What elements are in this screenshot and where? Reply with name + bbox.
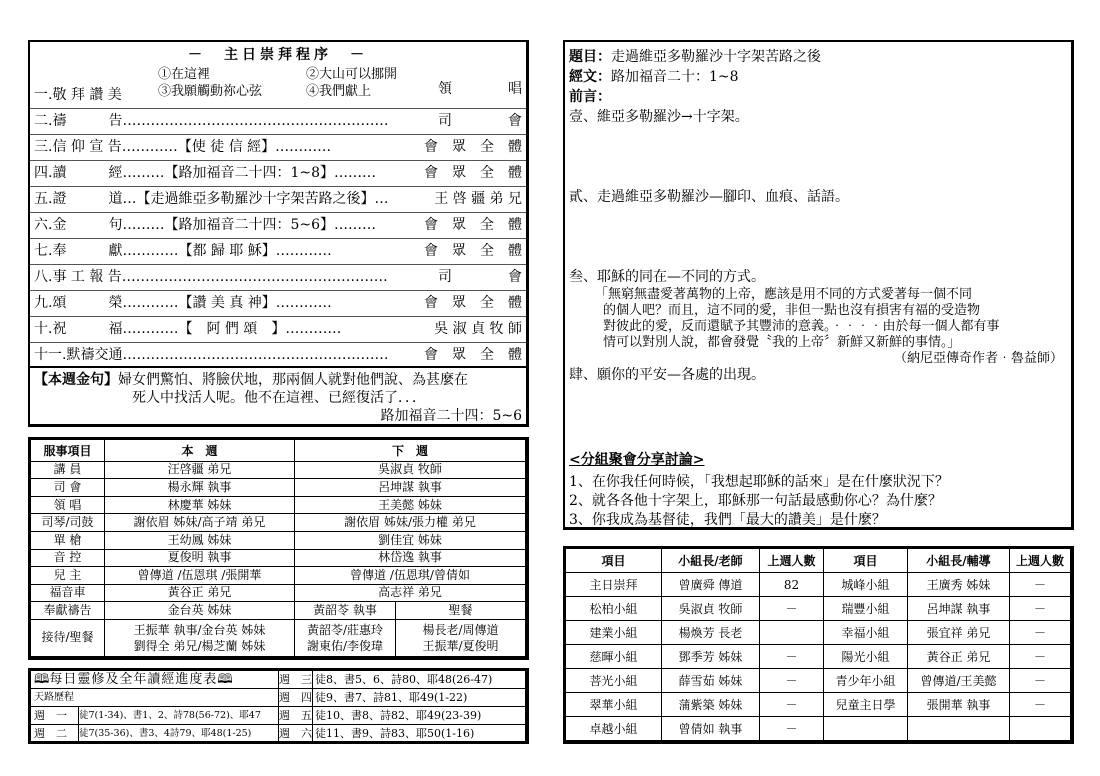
group-name: 青少年小組 — [824, 669, 908, 693]
table-row — [31, 479, 526, 497]
sermon-point-4: 肆、願你的平安—各處的出現。 — [569, 367, 765, 383]
topic-label: 題目： — [569, 49, 611, 65]
program-row-7-right: 會 眾 全 體 — [424, 243, 522, 259]
group-count: － — [760, 717, 824, 741]
group-leader: 鄧季芳 姊妹 — [662, 645, 760, 669]
group-count: － — [1010, 573, 1071, 597]
staff-this-week: 曾傳道 /伍恩琪 /張開華 — [105, 567, 295, 585]
sermon-point-2: 貳、走過維亞多勒羅沙—腳印、血痕、話語。 — [569, 189, 849, 205]
staff-next-week: 呂坤謀 執事 — [295, 479, 526, 497]
group-name: 卓越小組 — [566, 717, 662, 741]
group-leader: 薛雪茹 姊妹 — [662, 669, 760, 693]
group-count: － — [760, 693, 824, 717]
daily-title: 每日靈修及全年讀經進度表 — [49, 671, 218, 687]
program-title: － 主日崇拜程序 － — [188, 47, 368, 63]
staff-next-week: 曾傳道 /伍恩琪/曾倩如 — [295, 567, 526, 585]
staff-role: 福音車 — [31, 584, 105, 602]
song-option-3: ③我願觸動祢心弦 — [158, 84, 263, 99]
reception-this-week-1: 王振華 執事/金台英 姊妹 — [133, 622, 266, 637]
reception-next-a-2: 謝東佑/李俊瑋 — [306, 638, 384, 653]
staff-next-week: 劉佳宜 姊妹 — [295, 531, 526, 549]
verse-line-1 — [34, 369, 468, 389]
group-leader: 張開華 執事 — [908, 693, 1010, 717]
group-name — [824, 717, 908, 741]
staff-this-week — [105, 619, 295, 656]
staff-role: 單 槍 — [31, 531, 105, 549]
verse-text-2: 死人中找活人呢。他不在這裡、已經復活了．．． — [132, 390, 426, 406]
program-row-11-right: 會 眾 全 體 — [424, 347, 522, 363]
program-row-2-right: 司 會 — [438, 113, 522, 129]
staff-this-week: 謝依眉 姊妹/高子靖 弟兄 — [105, 514, 295, 532]
groups-header-row — [566, 549, 1071, 573]
staff-role: 兒 主 — [31, 567, 105, 585]
daily-reading: 徒8、書5、6、詩80、耶48(26-47) — [313, 671, 526, 689]
topic-text: 走過維亞多勒羅沙十字架苦路之後 — [611, 49, 821, 65]
daily-day: 週 一 — [31, 707, 79, 725]
sermon-topic — [569, 46, 821, 66]
program-row-1-right: 領 唱 — [438, 81, 522, 97]
group-leader: 曾倩如 執事 — [662, 717, 760, 741]
groups-header-leader: 小組長/輔導 — [908, 549, 1010, 573]
groups-header-count: 上週人數 — [1010, 549, 1071, 573]
table-row — [31, 514, 526, 532]
staff-next-week: 林岱逸 執事 — [295, 549, 526, 567]
group-count: － — [1010, 645, 1071, 669]
groups-box — [563, 546, 1074, 744]
program-row-10-left: 十.祝 福…………【 阿 們 頌 】………… — [34, 321, 342, 337]
quote-source: （納尼亞傳奇作者‧魯益師） — [893, 351, 1063, 366]
daily-reading: 徒9、書7、詩81、耶49(1-22) — [313, 689, 526, 707]
table-row — [566, 645, 1071, 669]
table-row — [566, 669, 1071, 693]
program-row-1-left: 一.敬 拜 讚 美 — [34, 87, 122, 103]
group-leader: 黃谷正 弟兄 — [908, 645, 1010, 669]
sermon-point-3: 叁、耶穌的同在—不同的方式。 — [569, 269, 765, 285]
daily-reading: 徒11、書9、詩83、耶50(1-16) — [313, 725, 526, 743]
staff-header-this-week: 本 週 — [105, 440, 295, 462]
scripture-label: 經文： — [569, 69, 611, 85]
group-count: － — [1010, 669, 1071, 693]
staff-next-week-a: 黃韶苓 執事 — [295, 602, 396, 620]
daily-day: 週 六 — [279, 725, 313, 743]
groups-table — [565, 548, 1071, 741]
table-row — [566, 597, 1071, 621]
group-count: 82 — [760, 573, 824, 597]
group-count: － — [1010, 693, 1071, 717]
program-row-7-left: 七.奉 獻…………【都 歸 耶 穌】………… — [34, 243, 332, 259]
staff-role: 音 控 — [31, 549, 105, 567]
table-row — [31, 461, 526, 479]
staff-next-week-b: 聖餐 — [396, 602, 526, 620]
table-row — [31, 549, 526, 567]
program-row-11 — [34, 342, 522, 368]
staff-next-week: 吳淑貞 牧師 — [295, 461, 526, 479]
daily-reading: 徒10、書8、詩82、耶49(23-39) — [313, 707, 526, 725]
discussion-question-1: 1、在你我任何時候，「我想起耶穌的話來」是在什麼狀況下？ — [569, 474, 949, 490]
group-leader: 曾傳道/王美懿 — [908, 669, 1010, 693]
program-row-6-left: 六.金 句………【路加福音二十四：5~6】……… — [34, 217, 376, 233]
program-row-5-left: 五.證 道…【走過維亞多勒羅沙十字架苦路之後】… — [34, 191, 389, 207]
staff-role: 講 員 — [31, 461, 105, 479]
scripture-text: 路加福音二十：1~8 — [611, 69, 739, 85]
group-leader: 呂坤謀 執事 — [908, 597, 1010, 621]
staff-this-week: 金台英 姊妹 — [105, 602, 295, 620]
group-name: 松柏小組 — [566, 597, 662, 621]
staff-role: 接待/聖餐 — [31, 619, 105, 656]
program-row-3 — [34, 134, 522, 160]
staff-role: 司琴/司鼓 — [31, 514, 105, 532]
program-row-8-left: 八.事 工 報 告………………………………………………… — [34, 269, 388, 285]
group-name: 幸福小組 — [824, 621, 908, 645]
table-row — [31, 567, 526, 585]
program-row-6-right: 會 眾 全 體 — [424, 217, 522, 233]
staff-this-week: 夏俊明 執事 — [105, 549, 295, 567]
quote-line-1: 「無窮無盡愛著萬物的上帝，應該是用不同的方式愛著每一個不同 — [595, 287, 973, 302]
table-row — [31, 496, 526, 514]
group-name: 城峰小組 — [824, 573, 908, 597]
program-row-8 — [34, 264, 522, 290]
group-leader — [908, 717, 1010, 741]
table-row — [566, 693, 1071, 717]
group-count — [1010, 717, 1071, 741]
book-icon: 🕮 — [217, 671, 233, 687]
staff-table — [30, 439, 526, 657]
staff-role: 領 唱 — [31, 496, 105, 514]
group-count: － — [1010, 621, 1071, 645]
program-row-2-left: 二.禱 告………………………………………………… — [34, 113, 389, 129]
group-leader: 蒲紫築 姊妹 — [662, 693, 760, 717]
daily-title-cell — [31, 671, 279, 689]
staff-next-week-a — [295, 619, 396, 656]
groups-header-item: 項目 — [566, 549, 662, 573]
verse-label: 【本週金句】 — [34, 372, 118, 388]
program-row-3-left: 三.信 仰 宣 告…………【使 徒 信 經】………… — [34, 139, 332, 155]
daily-sub-label: 天路歷程 — [31, 689, 279, 707]
program-row-5 — [34, 186, 522, 212]
discussion-title: <分組聚會分享討論> — [569, 452, 705, 468]
table-row — [31, 619, 526, 656]
book-icon: 🕮 — [34, 671, 50, 687]
staff-this-week: 黃谷正 弟兄 — [105, 584, 295, 602]
program-row-3-right: 會 眾 全 體 — [424, 139, 522, 155]
quote-line-4: 情可以對別人說，都會發覺〝我的上帝〞新鮮又新鮮的事情。」 — [603, 335, 961, 350]
staff-this-week: 王幼鳳 姊妹 — [105, 531, 295, 549]
group-count — [760, 621, 824, 645]
worship-program-box — [28, 40, 529, 427]
group-leader: 楊煥芳 長老 — [662, 621, 760, 645]
program-row-4-right: 會 眾 全 體 — [424, 165, 522, 181]
staff-next-week: 謝依眉 姊妹/張力權 弟兄 — [295, 514, 526, 532]
discussion-question-3: 3、你我成為基督徒，我們「最大的讚美」是什麼？ — [569, 512, 886, 528]
group-count: － — [760, 669, 824, 693]
staff-header-row — [31, 440, 526, 462]
staff-header-role: 服事項目 — [31, 440, 105, 462]
group-leader: 王廣秀 姊妹 — [908, 573, 1010, 597]
program-row-8-right: 司 會 — [438, 269, 522, 285]
staff-role: 司 會 — [31, 479, 105, 497]
group-leader: 曾廣舜 傳道 — [662, 573, 760, 597]
song-option-2: ②大山可以挪開 — [306, 67, 398, 82]
table-row — [566, 621, 1071, 645]
program-row-9-left: 九.頌 榮…………【讚 美 真 神】………… — [34, 295, 332, 311]
group-count: － — [760, 645, 824, 669]
sermon-scripture — [569, 66, 739, 86]
reception-next-b-1: 楊長老/周傳道 — [422, 622, 499, 637]
daily-reading-table — [30, 670, 526, 743]
intro-label: 前言： — [569, 89, 611, 105]
verse-reference: 路加福音二十四：5~6 — [380, 408, 522, 424]
discussion-question-2: 2、就各各他十字架上，耶穌那一句話最感動你心？為什麼？ — [569, 493, 942, 509]
sermon-box — [563, 40, 1074, 530]
group-name: 兒童主日學 — [824, 693, 908, 717]
staff-this-week: 汪啓疆 弟兄 — [105, 461, 295, 479]
group-leader: 吳淑貞 牧師 — [662, 597, 760, 621]
group-leader: 張宜祥 弟兄 — [908, 621, 1010, 645]
reception-next-a-1: 黃韶苓/莊惠玲 — [306, 622, 384, 637]
group-name: 瑞豐小組 — [824, 597, 908, 621]
table-row — [31, 602, 526, 620]
program-row-9-right: 會 眾 全 體 — [424, 295, 522, 311]
program-row-11-left: 十一.默禱交通………………………………………………… — [34, 347, 389, 363]
reception-this-week-2: 劉得全 弟兄/楊芝蘭 姊妹 — [133, 638, 266, 653]
group-name: 翠華小組 — [566, 693, 662, 717]
program-row-6 — [34, 212, 522, 238]
song-option-4: ④我們獻上 — [306, 84, 372, 99]
daily-reading: 徒7(1-34)、書1、2、詩78(56-72)、耶47 — [79, 707, 279, 725]
table-row — [31, 584, 526, 602]
groups-header-item: 項目 — [824, 549, 908, 573]
group-name: 陽光小組 — [824, 645, 908, 669]
staff-header-next-week: 下 週 — [295, 440, 526, 462]
program-row-4-left: 四.讀 經………【路加福音二十四：1~8】……… — [34, 165, 376, 181]
song-option-1: ①在這裡 — [158, 67, 211, 82]
sermon-point-1: 壹、維亞多勒羅沙→十字架。 — [569, 109, 749, 125]
daily-day: 週 三 — [279, 671, 313, 689]
daily-day: 週 五 — [279, 707, 313, 725]
staff-next-week: 高志祥 弟兄 — [295, 584, 526, 602]
groups-header-leader: 小組長/老師 — [662, 549, 760, 573]
program-row-5-right: 王 啓 疆 弟 兄 — [434, 191, 522, 207]
program-row-10-right: 吳 淑 貞 牧 師 — [434, 321, 522, 337]
verse-text-1: 婦女們驚怕、將臉伏地，那兩個人就對他們說、為甚麼在 — [118, 372, 468, 388]
table-row — [566, 573, 1071, 597]
groups-header-count: 上週人數 — [760, 549, 824, 573]
group-name: 菩光小組 — [566, 669, 662, 693]
group-count: － — [1010, 597, 1071, 621]
staff-this-week: 林慶華 姊妹 — [105, 496, 295, 514]
program-row-2 — [34, 108, 522, 134]
staff-next-week-b — [396, 619, 526, 656]
staff-next-week: 王美懿 姊妹 — [295, 496, 526, 514]
table-row — [31, 531, 526, 549]
group-name: 主日崇拜 — [566, 573, 662, 597]
program-row-9 — [34, 290, 522, 316]
daily-reading: 徒7(35-36)、書3、4詩79、耶48(1-25) — [79, 725, 279, 743]
program-row-7 — [34, 238, 522, 264]
daily-day: 週 二 — [31, 725, 79, 743]
daily-reading-box — [28, 668, 529, 744]
table-row — [566, 717, 1071, 741]
staff-box — [28, 437, 529, 660]
reception-next-b-2: 王振華/夏俊明 — [422, 638, 499, 653]
group-name: 建業小組 — [566, 621, 662, 645]
daily-day: 週 四 — [279, 689, 313, 707]
program-row-1 — [34, 68, 522, 108]
quote-line-3: 對彼此的愛，反而還賦予其豐沛的意義。‧‧‧‧由於每一個人都有事 — [603, 319, 1000, 334]
staff-role: 奉獻禱告 — [31, 602, 105, 620]
group-count: － — [760, 597, 824, 621]
program-row-10 — [34, 316, 522, 342]
program-row-4 — [34, 160, 522, 186]
quote-line-2: 的個人吧？而且，這不同的愛，非但一點也沒有損害有福的受造物 — [603, 303, 981, 318]
staff-this-week: 楊永輝 執事 — [105, 479, 295, 497]
group-name: 慈暉小組 — [566, 645, 662, 669]
